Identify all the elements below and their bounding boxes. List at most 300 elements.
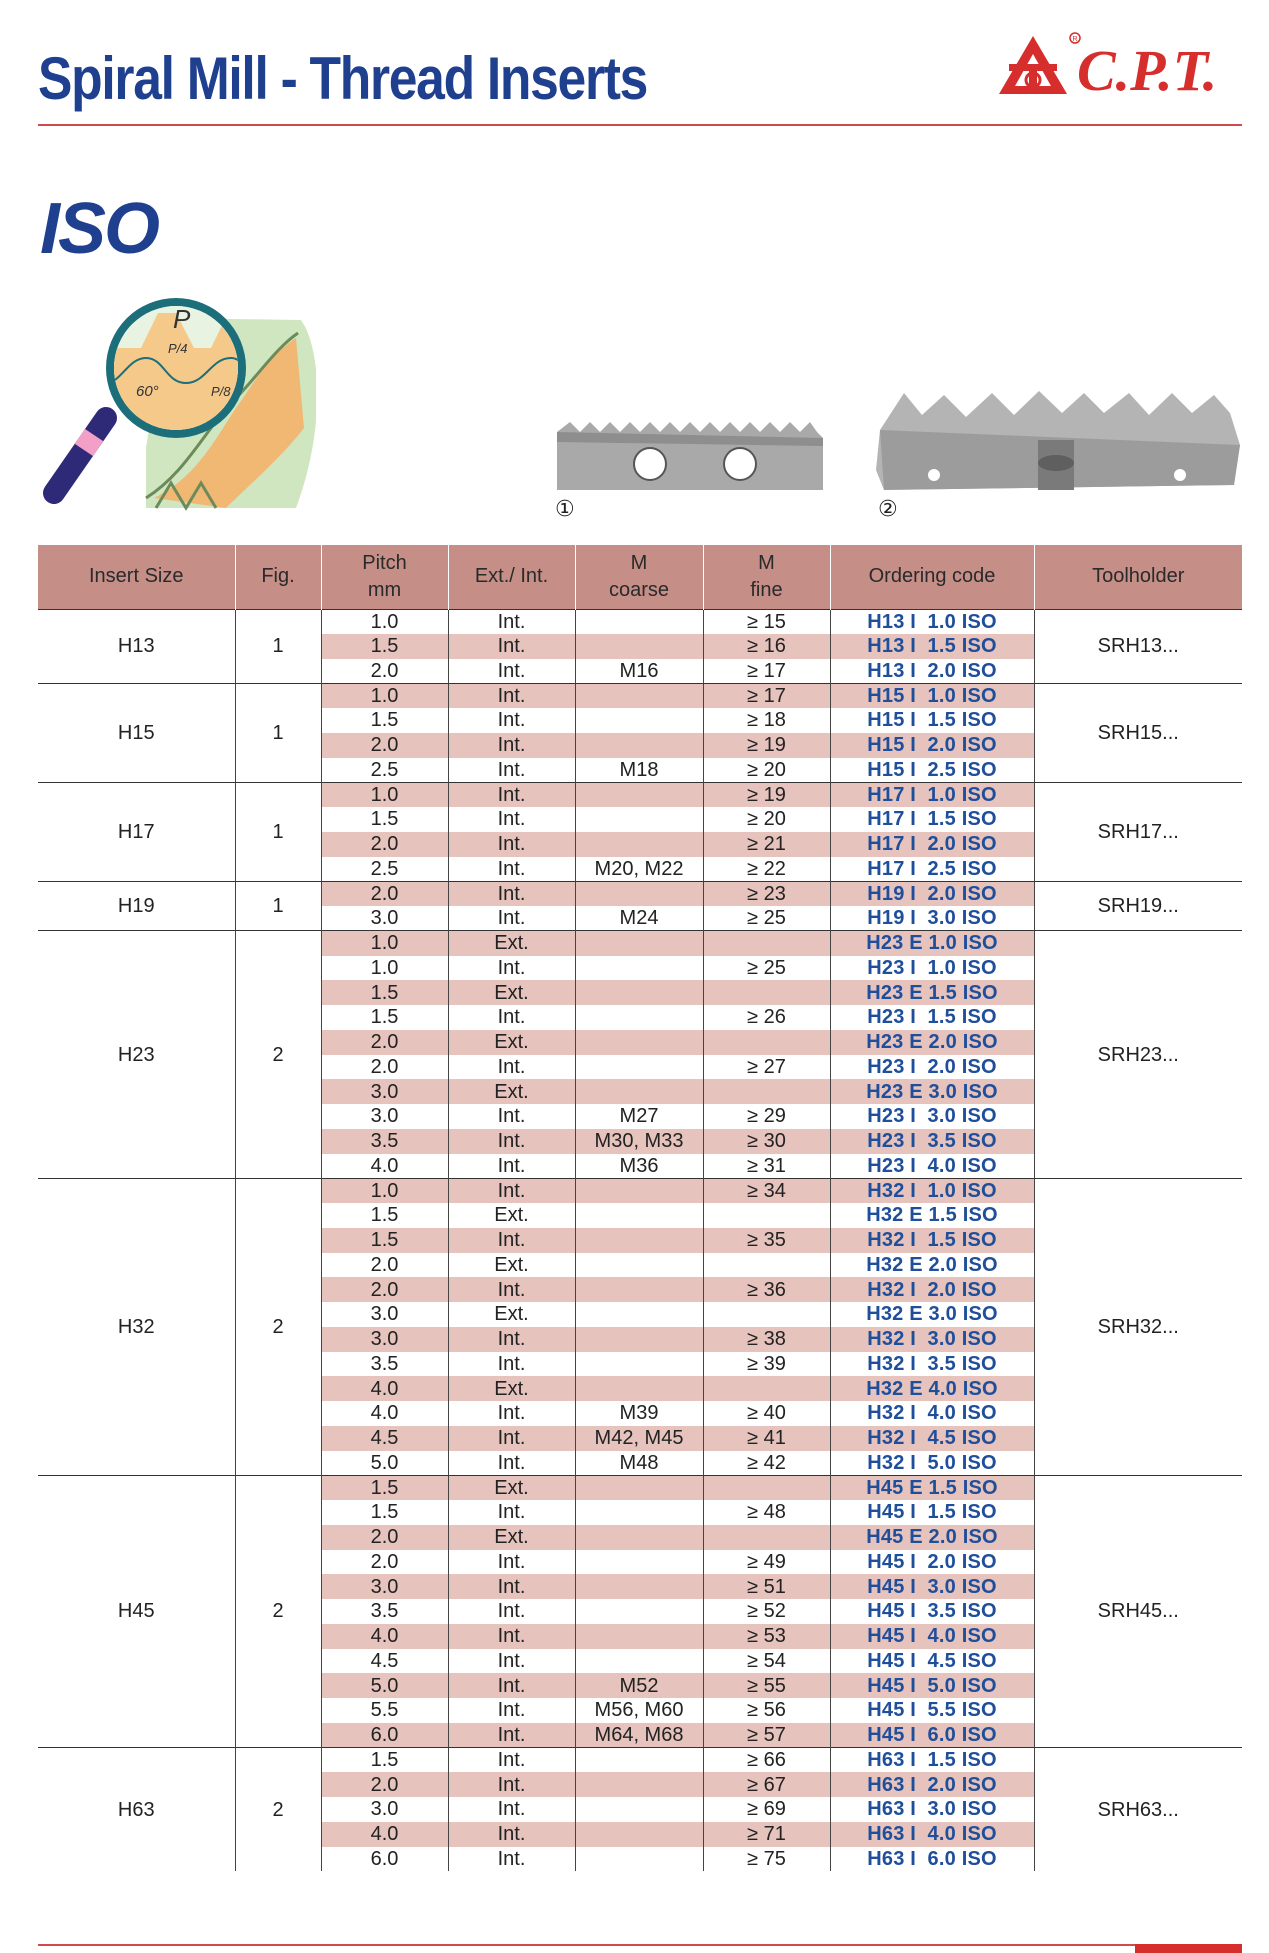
m-coarse-cell [575, 733, 703, 758]
m-coarse-cell [575, 1277, 703, 1302]
pitch-cell: 1.5 [321, 1228, 448, 1253]
pitch-cell: 4.5 [321, 1649, 448, 1674]
ordering-code-cell: H32 E 2.0 ISO [830, 1253, 1034, 1278]
m-fine-cell: ≥ 75 [703, 1847, 830, 1872]
m-coarse-cell [575, 1550, 703, 1575]
ordering-code-cell: H45 E 2.0 ISO [830, 1525, 1034, 1550]
m-fine-cell: ≥ 36 [703, 1277, 830, 1302]
table-row [38, 609, 1242, 634]
m-fine-cell: ≥ 23 [703, 881, 830, 906]
ordering-code-cell: H32 E 3.0 ISO [830, 1302, 1034, 1327]
ordering-code-cell: H15 I 2.0 ISO [830, 733, 1034, 758]
pitch-cell: 2.0 [321, 1253, 448, 1278]
insert-size-cell: H23 [38, 931, 235, 1179]
ordering-code-cell: H13 I 2.0 ISO [830, 659, 1034, 684]
m-coarse-cell [575, 1228, 703, 1253]
ext-int-cell: Int. [448, 1599, 575, 1624]
ordering-code-cell: H23 I 1.0 ISO [830, 956, 1034, 981]
pitch-cell: 2.0 [321, 832, 448, 857]
pitch-cell: 5.0 [321, 1451, 448, 1476]
ordering-code-cell: H45 I 3.0 ISO [830, 1574, 1034, 1599]
m-coarse-cell [575, 1327, 703, 1352]
ordering-code-cell: H23 I 3.0 ISO [830, 1104, 1034, 1129]
pitch-cell: 1.5 [321, 980, 448, 1005]
m-coarse-cell [575, 1847, 703, 1872]
table-row [38, 782, 1242, 807]
m-fine-cell: ≥ 19 [703, 733, 830, 758]
ordering-code-cell: H45 I 5.5 ISO [830, 1698, 1034, 1723]
m-coarse-cell [575, 782, 703, 807]
pitch-cell: 1.0 [321, 609, 448, 634]
m-fine-cell [703, 1253, 830, 1278]
header-ordering-code: Ordering code [830, 545, 1034, 609]
ordering-code-cell: H15 I 2.5 ISO [830, 758, 1034, 783]
ordering-code-cell: H23 E 1.5 ISO [830, 980, 1034, 1005]
m-fine-cell [703, 1475, 830, 1500]
table-row [38, 1178, 1242, 1203]
pitch-cell: 4.0 [321, 1401, 448, 1426]
pitch-cell: 1.5 [321, 634, 448, 659]
m-fine-cell: ≥ 57 [703, 1723, 830, 1748]
ext-int-cell: Ext. [448, 1030, 575, 1055]
m-fine-cell: ≥ 29 [703, 1104, 830, 1129]
pitch-cell: 2.0 [321, 1277, 448, 1302]
ordering-code-cell: H32 I 4.5 ISO [830, 1426, 1034, 1451]
m-coarse-cell [575, 1574, 703, 1599]
m-fine-cell: ≥ 20 [703, 807, 830, 832]
m-coarse-cell: M30, M33 [575, 1129, 703, 1154]
ordering-code-cell: H15 I 1.5 ISO [830, 708, 1034, 733]
fig-cell: 2 [235, 1475, 321, 1747]
m-coarse-cell [575, 1475, 703, 1500]
ext-int-cell: Int. [448, 1401, 575, 1426]
m-fine-cell: ≥ 30 [703, 1129, 830, 1154]
m-fine-cell: ≥ 39 [703, 1352, 830, 1377]
ext-int-cell: Int. [448, 634, 575, 659]
m-coarse-cell [575, 1030, 703, 1055]
ext-int-cell: Int. [448, 1698, 575, 1723]
m-coarse-cell [575, 1253, 703, 1278]
m-fine-cell: ≥ 25 [703, 906, 830, 931]
m-fine-cell [703, 1302, 830, 1327]
ext-int-cell: Int. [448, 1772, 575, 1797]
m-fine-cell [703, 1376, 830, 1401]
pitch-cell: 1.0 [321, 956, 448, 981]
pitch-cell: 1.5 [321, 807, 448, 832]
fig-cell: 1 [235, 881, 321, 931]
thread-insert-table [38, 545, 1242, 1871]
ext-int-cell: Int. [448, 1822, 575, 1847]
pitch-cell: 1.0 [321, 1178, 448, 1203]
fig-cell: 2 [235, 1178, 321, 1475]
ordering-code-cell: H45 I 1.5 ISO [830, 1500, 1034, 1525]
ext-int-cell: Ext. [448, 1079, 575, 1104]
ext-int-cell: Int. [448, 1104, 575, 1129]
m-fine-cell: ≥ 34 [703, 1178, 830, 1203]
ext-int-cell: Int. [448, 1847, 575, 1872]
ordering-code-cell: H23 E 3.0 ISO [830, 1079, 1034, 1104]
ext-int-cell: Int. [448, 1624, 575, 1649]
toolholder-cell: SRH15... [1034, 683, 1242, 782]
m-coarse-cell [575, 1525, 703, 1550]
ordering-code-cell: H23 I 1.5 ISO [830, 1005, 1034, 1030]
cpt-emblem-icon [999, 33, 1080, 94]
m-fine-cell: ≥ 69 [703, 1797, 830, 1822]
page-title: Spiral Mill - Thread Inserts [38, 45, 648, 112]
ordering-code-cell: H32 I 1.0 ISO [830, 1178, 1034, 1203]
pitch-cell: 3.0 [321, 1574, 448, 1599]
pitch-cell: 3.5 [321, 1129, 448, 1154]
pitch-cell: 4.0 [321, 1376, 448, 1401]
insert-figure-1 [555, 412, 825, 492]
svg-text:R: R [1072, 36, 1078, 43]
pitch-cell: 1.0 [321, 931, 448, 956]
m-fine-cell: ≥ 52 [703, 1599, 830, 1624]
pitch-cell: 2.0 [321, 733, 448, 758]
pitch-cell: 3.5 [321, 1599, 448, 1624]
m-fine-cell: ≥ 35 [703, 1228, 830, 1253]
ext-int-cell: Int. [448, 733, 575, 758]
pitch-cell: 1.5 [321, 708, 448, 733]
m-coarse-cell [575, 956, 703, 981]
m-coarse-cell [575, 1649, 703, 1674]
toolholder-cell: SRH63... [1034, 1748, 1242, 1872]
ordering-code-cell: H45 E 1.5 ISO [830, 1475, 1034, 1500]
m-coarse-cell: M24 [575, 906, 703, 931]
ordering-code-cell: H45 I 6.0 ISO [830, 1723, 1034, 1748]
m-fine-cell: ≥ 51 [703, 1574, 830, 1599]
toolholder-cell: SRH32... [1034, 1178, 1242, 1475]
m-fine-cell: ≥ 25 [703, 956, 830, 981]
ext-int-cell: Int. [448, 1055, 575, 1080]
section-title: ISO [40, 189, 159, 269]
footer-divider [38, 1944, 1242, 1946]
ext-int-cell: Int. [448, 956, 575, 981]
fig-cell: 2 [235, 1748, 321, 1872]
header-toolholder: Toolholder [1034, 545, 1242, 609]
insert-size-cell: H63 [38, 1748, 235, 1872]
pitch-cell: 3.0 [321, 1302, 448, 1327]
m-coarse-cell [575, 807, 703, 832]
ext-int-cell: Int. [448, 659, 575, 684]
m-fine-cell [703, 1079, 830, 1104]
ext-int-cell: Int. [448, 1005, 575, 1030]
m-fine-cell: ≥ 15 [703, 609, 830, 634]
table-row [38, 881, 1242, 906]
ordering-code-cell: H23 E 1.0 ISO [830, 931, 1034, 956]
ordering-code-cell: H17 I 2.5 ISO [830, 857, 1034, 882]
pitch-cell: 1.5 [321, 1475, 448, 1500]
ext-int-cell: Ext. [448, 1475, 575, 1500]
pitch-cell: 1.5 [321, 1203, 448, 1228]
m-fine-cell: ≥ 42 [703, 1451, 830, 1476]
insert-figure-2 [874, 385, 1242, 497]
pitch-cell: 2.5 [321, 857, 448, 882]
table-header-row [38, 545, 1242, 609]
ext-int-cell: Ext. [448, 1302, 575, 1327]
table-row [38, 1748, 1242, 1773]
brand-name: C.P.T. [1077, 38, 1218, 103]
ext-int-cell: Ext. [448, 1525, 575, 1550]
ordering-code-cell: H19 I 2.0 ISO [830, 881, 1034, 906]
m-coarse-cell [575, 1302, 703, 1327]
m-coarse-cell [575, 708, 703, 733]
header-fig: Fig. [235, 545, 321, 609]
m-fine-cell: ≥ 31 [703, 1154, 830, 1179]
pitch-cell: 2.0 [321, 1772, 448, 1797]
pitch-cell: 6.0 [321, 1847, 448, 1872]
toolholder-cell: SRH19... [1034, 881, 1242, 931]
m-fine-cell [703, 1030, 830, 1055]
pitch-cell: 1.0 [321, 683, 448, 708]
cpt-logo [995, 28, 1245, 108]
table-row [38, 683, 1242, 708]
ext-int-cell: Ext. [448, 1376, 575, 1401]
m-coarse-cell [575, 1624, 703, 1649]
pitch-cell: 4.0 [321, 1822, 448, 1847]
m-fine-cell: ≥ 54 [703, 1649, 830, 1674]
m-coarse-cell: M48 [575, 1451, 703, 1476]
ordering-code-cell: H45 I 2.0 ISO [830, 1550, 1034, 1575]
pitch-cell: 3.5 [321, 1352, 448, 1377]
m-fine-cell: ≥ 19 [703, 782, 830, 807]
ordering-code-cell: H23 I 4.0 ISO [830, 1154, 1034, 1179]
insert-size-cell: H45 [38, 1475, 235, 1747]
m-coarse-cell [575, 609, 703, 634]
ext-int-cell: Int. [448, 881, 575, 906]
ext-int-cell: Int. [448, 1426, 575, 1451]
pitch-cell: 2.0 [321, 1525, 448, 1550]
ext-int-cell: Int. [448, 1649, 575, 1674]
svg-text:60°: 60° [136, 383, 159, 400]
ext-int-cell: Ext. [448, 1253, 575, 1278]
ordering-code-cell: H32 I 1.5 ISO [830, 1228, 1034, 1253]
m-coarse-cell: M56, M60 [575, 1698, 703, 1723]
pitch-cell: 2.5 [321, 758, 448, 783]
ext-int-cell: Ext. [448, 931, 575, 956]
m-coarse-cell: M18 [575, 758, 703, 783]
pitch-cell: 4.0 [321, 1624, 448, 1649]
pitch-cell: 4.5 [321, 1426, 448, 1451]
ordering-code-cell: H63 I 3.0 ISO [830, 1797, 1034, 1822]
m-coarse-cell [575, 881, 703, 906]
ext-int-cell: Int. [448, 1178, 575, 1203]
m-fine-cell [703, 931, 830, 956]
m-fine-cell: ≥ 27 [703, 1055, 830, 1080]
toolholder-cell: SRH23... [1034, 931, 1242, 1179]
m-coarse-cell [575, 1772, 703, 1797]
m-fine-cell: ≥ 18 [703, 708, 830, 733]
pitch-cell: 1.5 [321, 1005, 448, 1030]
ext-int-cell: Int. [448, 609, 575, 634]
m-fine-cell: ≥ 20 [703, 758, 830, 783]
figure-2-label: ② [878, 497, 898, 522]
svg-text:P: P [173, 304, 191, 334]
svg-text:P/4: P/4 [168, 341, 188, 356]
ext-int-cell: Int. [448, 1723, 575, 1748]
ordering-code-cell: H17 I 1.0 ISO [830, 782, 1034, 807]
m-fine-cell [703, 980, 830, 1005]
m-fine-cell: ≥ 38 [703, 1327, 830, 1352]
ordering-code-cell: H32 I 4.0 ISO [830, 1401, 1034, 1426]
header-insert-size: Insert Size [38, 545, 235, 609]
table-row [38, 931, 1242, 956]
m-fine-cell: ≥ 21 [703, 832, 830, 857]
m-coarse-cell [575, 980, 703, 1005]
pitch-cell: 3.0 [321, 1327, 448, 1352]
pitch-cell: 2.0 [321, 881, 448, 906]
insert-size-cell: H15 [38, 683, 235, 782]
ext-int-cell: Int. [448, 1352, 575, 1377]
ordering-code-cell: H63 I 6.0 ISO [830, 1847, 1034, 1872]
m-coarse-cell [575, 1748, 703, 1773]
ext-int-cell: Int. [448, 1748, 575, 1773]
pitch-cell: 1.5 [321, 1748, 448, 1773]
pitch-cell: 3.0 [321, 1104, 448, 1129]
svg-text:P/8: P/8 [211, 384, 231, 399]
m-coarse-cell [575, 931, 703, 956]
m-fine-cell: ≥ 48 [703, 1500, 830, 1525]
m-fine-cell: ≥ 49 [703, 1550, 830, 1575]
ext-int-cell: Int. [448, 1129, 575, 1154]
m-fine-cell: ≥ 17 [703, 659, 830, 684]
pitch-cell: 6.0 [321, 1723, 448, 1748]
pitch-cell: 2.0 [321, 1055, 448, 1080]
pitch-cell: 1.5 [321, 1500, 448, 1525]
m-fine-cell: ≥ 26 [703, 1005, 830, 1030]
m-coarse-cell [575, 1005, 703, 1030]
m-coarse-cell: M27 [575, 1104, 703, 1129]
pitch-cell: 4.0 [321, 1154, 448, 1179]
pitch-cell: 3.0 [321, 1797, 448, 1822]
ordering-code-cell: H32 I 2.0 ISO [830, 1277, 1034, 1302]
m-coarse-cell [575, 1822, 703, 1847]
fig-cell: 1 [235, 782, 321, 881]
ordering-code-cell: H23 I 3.5 ISO [830, 1129, 1034, 1154]
ordering-code-cell: H45 I 3.5 ISO [830, 1599, 1034, 1624]
ordering-code-cell: H45 I 5.0 ISO [830, 1673, 1034, 1698]
m-fine-cell: ≥ 66 [703, 1748, 830, 1773]
m-coarse-cell [575, 683, 703, 708]
ext-int-cell: Int. [448, 1451, 575, 1476]
ext-int-cell: Int. [448, 832, 575, 857]
pitch-cell: 2.0 [321, 659, 448, 684]
m-coarse-cell [575, 634, 703, 659]
ext-int-cell: Int. [448, 1327, 575, 1352]
m-fine-cell: ≥ 22 [703, 857, 830, 882]
ordering-code-cell: H32 E 1.5 ISO [830, 1203, 1034, 1228]
ordering-code-cell: H17 I 2.0 ISO [830, 832, 1034, 857]
title-divider [38, 124, 1242, 126]
insert-size-cell: H19 [38, 881, 235, 931]
ext-int-cell: Int. [448, 1154, 575, 1179]
ordering-code-cell: H63 I 4.0 ISO [830, 1822, 1034, 1847]
ext-int-cell: Ext. [448, 1203, 575, 1228]
ordering-code-cell: H13 I 1.0 ISO [830, 609, 1034, 634]
ordering-code-cell: H63 I 2.0 ISO [830, 1772, 1034, 1797]
m-coarse-cell [575, 1352, 703, 1377]
pitch-cell: 5.0 [321, 1673, 448, 1698]
ordering-code-cell: H13 I 1.5 ISO [830, 634, 1034, 659]
ordering-code-cell: H45 I 4.5 ISO [830, 1649, 1034, 1674]
pitch-cell: 3.0 [321, 1079, 448, 1104]
ordering-code-cell: H32 I 3.0 ISO [830, 1327, 1034, 1352]
insert-size-cell: H13 [38, 609, 235, 683]
ext-int-cell: Int. [448, 1797, 575, 1822]
ext-int-cell: Int. [448, 1228, 575, 1253]
ext-int-cell: Int. [448, 782, 575, 807]
ext-int-cell: Int. [448, 1500, 575, 1525]
m-fine-cell: ≥ 41 [703, 1426, 830, 1451]
m-fine-cell: ≥ 53 [703, 1624, 830, 1649]
toolholder-cell: SRH13... [1034, 609, 1242, 683]
header-pitch: Pitch mm [321, 545, 448, 609]
pitch-cell: 3.0 [321, 906, 448, 931]
ext-int-cell: Ext. [448, 980, 575, 1005]
m-fine-cell: ≥ 17 [703, 683, 830, 708]
ext-int-cell: Int. [448, 807, 575, 832]
ext-int-cell: Int. [448, 683, 575, 708]
m-coarse-cell [575, 1178, 703, 1203]
ext-int-cell: Int. [448, 758, 575, 783]
m-coarse-cell: M20, M22 [575, 857, 703, 882]
fig-cell: 1 [235, 683, 321, 782]
ordering-code-cell: H32 I 3.5 ISO [830, 1352, 1034, 1377]
toolholder-cell: SRH17... [1034, 782, 1242, 881]
m-fine-cell [703, 1525, 830, 1550]
ordering-code-cell: H32 I 5.0 ISO [830, 1451, 1034, 1476]
m-coarse-cell: M64, M68 [575, 1723, 703, 1748]
ext-int-cell: Int. [448, 1673, 575, 1698]
m-coarse-cell [575, 1079, 703, 1104]
m-fine-cell: ≥ 67 [703, 1772, 830, 1797]
ordering-code-cell: H23 E 2.0 ISO [830, 1030, 1034, 1055]
pitch-cell: 5.5 [321, 1698, 448, 1723]
ordering-code-cell: H32 E 4.0 ISO [830, 1376, 1034, 1401]
insert-size-cell: H17 [38, 782, 235, 881]
ext-int-cell: Int. [448, 1574, 575, 1599]
m-fine-cell: ≥ 56 [703, 1698, 830, 1723]
m-coarse-cell [575, 1055, 703, 1080]
m-coarse-cell: M42, M45 [575, 1426, 703, 1451]
ordering-code-cell: H19 I 3.0 ISO [830, 906, 1034, 931]
ext-int-cell: Int. [448, 1277, 575, 1302]
m-coarse-cell: M16 [575, 659, 703, 684]
header-m-fine: M fine [703, 545, 830, 609]
fig-cell: 1 [235, 609, 321, 683]
table-row [38, 1475, 1242, 1500]
pitch-cell: 1.0 [321, 782, 448, 807]
m-coarse-cell [575, 832, 703, 857]
fig-cell: 2 [235, 931, 321, 1179]
m-fine-cell: ≥ 71 [703, 1822, 830, 1847]
m-fine-cell [703, 1203, 830, 1228]
ordering-code-cell: H15 I 1.0 ISO [830, 683, 1034, 708]
m-coarse-cell: M36 [575, 1154, 703, 1179]
ext-int-cell: Int. [448, 708, 575, 733]
pitch-cell: 2.0 [321, 1550, 448, 1575]
m-coarse-cell [575, 1203, 703, 1228]
page-corner-tab [1135, 1944, 1242, 1953]
ext-int-cell: Int. [448, 906, 575, 931]
pitch-cell: 2.0 [321, 1030, 448, 1055]
m-fine-cell: ≥ 55 [703, 1673, 830, 1698]
ext-int-cell: Int. [448, 857, 575, 882]
m-coarse-cell [575, 1797, 703, 1822]
header-m-coarse: M coarse [575, 545, 703, 609]
ordering-code-cell: H23 I 2.0 ISO [830, 1055, 1034, 1080]
m-fine-cell: ≥ 16 [703, 634, 830, 659]
